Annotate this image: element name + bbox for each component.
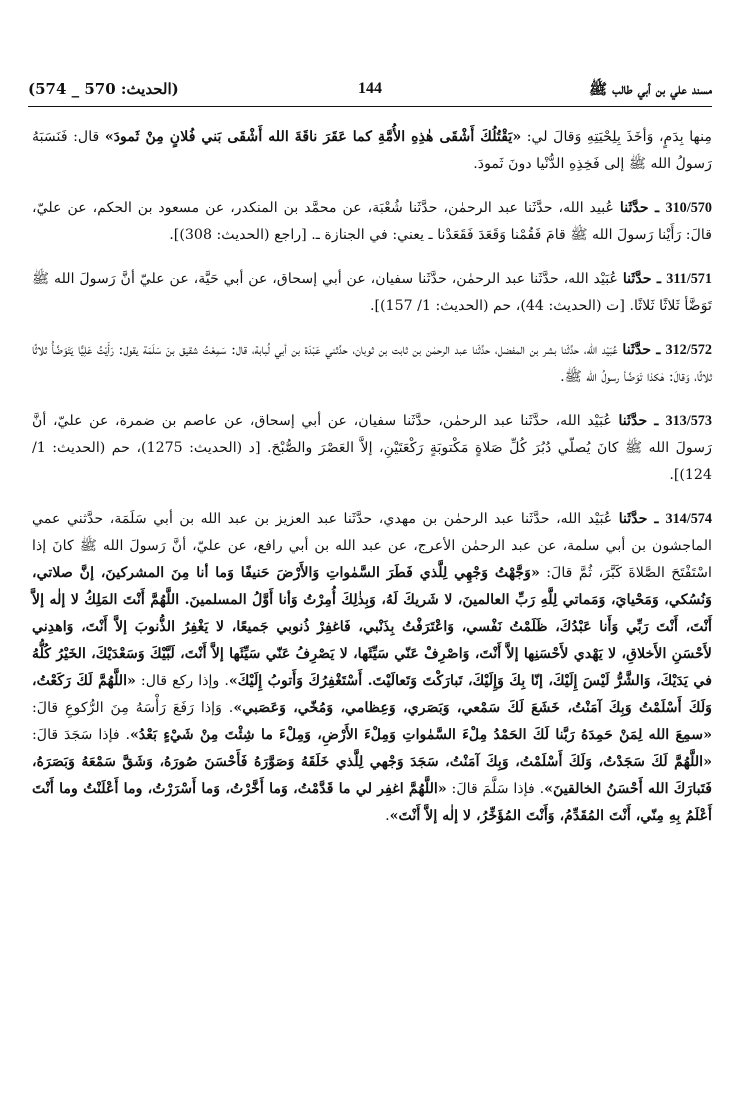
continued-paragraph — [32, 124, 712, 178]
hadith-paragraph — [32, 506, 712, 830]
hadith-number: 314/574 — [665, 511, 712, 527]
page-body — [32, 124, 712, 830]
prophetic-quote: «سمِعَ الله لِمَنْ حَمِدَهُ رَبَّنا لَكَ الحَمْدُ مِلْءَ السَّمٰواتِ وَمِلْءَ الأَرْضِ، وَمِلْءَ ما شِئْتَ مِنْ شَيْءٍ بَعْدُ» — [130, 727, 712, 743]
prophetic-quote: «اللَّهُمَّ لَكَ سَجَدْتُ، وَلَكَ أَسْلَمْتُ، وَبِكَ آمَنْتُ، سَجَدَ وَجْهي لِلَّذي خَلَقَهُ وَصَوَّرَهُ فَأَحْسَنَ صُورَهُ، وَشَقَّ سَمْعَهُ وَبَصَرَهُ، فَتَبارَكَ الله أَحْسَنُ الخالقينَ» — [32, 754, 712, 797]
narration-opening: ـ حدَّثَنا — [619, 200, 666, 216]
paragraph-text: عُبَيْد الله، حدَّثَنا عبد الرحمٰن بن مهدي، حدَّثَنا عبد العزيز بن عبد الله بن أبي سَلَمَة، حدَّثني عمي الماجشون بن أبي سلمة، عن عبد الرحمٰن الأعرج، عن عبد الله بن أبي رافع، عن عليّ، أنَّ رَسولَ الله ﷺ كانَ إذا اسْتَفْتَحَ الصَّلاةَ كَبَّرَ، ثُمَّ قالَ: — [32, 511, 712, 581]
hadith-number: 310/570 — [665, 200, 712, 216]
paragraph-text: مِنها بِدَمٍ، وَأخَذَ بِلِحْيَتِهِ وَقالَ لي: — [521, 129, 712, 145]
paragraph-text: عُبَيْد الله، حدَّثَنا عبد الرحمٰن، حدَّثَنا سفيان، عن أبي إسحاق، عن أبي حَيَّة، عن عليّ أنَّ رَسولَ الله ﷺ تَوَضَّأ ثَلاثًا ثَلاثًا. [ت (الحديث: 44)، حم (الحديث: 1/ 157)]. — [32, 271, 712, 314]
narration-opening: ـ حدَّثَنا — [618, 413, 666, 429]
prophetic-quote: «وَجَّهْتُ وَجْهِي لِلَّذي فَطَرَ السَّمٰواتِ وَالأَرْضَ حَنيفًا وَما أنا مِنَ المشركينَ، إنَّ صلاتي، وَنُسُكي، وَمَحْيايَ، وَمَماتي لِلَّهِ رَبِّ العالمينَ، لا شَريكَ لَهُ، وَبِذٰلِكَ أُمِرْتُ وَأنا أَوَّلُ المسلمينَ. اللَّهُمَّ أَنْتَ المَلِكُ لا إلٰه إلاَّ أَنْتَ، أَنْتَ رَبِّي وَأَنا عَبْدُكَ، ظَلَمْتُ نَفْسي، وَاعْتَرَفْتُ بِذَنْبي، فَاغفِرْ ذُنوبي جَميعًا، لا يَغْفِرُ الذُّنوبَ إلاَّ أَنْتَ، وَاهدِني لأَحْسَنِ الأَخلاقِ، لا يَهْدي لأَحْسَنِها إلاَّ أَنْتَ، وَاصْرِفْ عَنّي سَيِّئَها، لا يَصْرِفُ عَنّي سَيِّئَها إلاَّ أَنْتَ، لَبَّيْكَ وَسَعْدَيْكَ، الخَيْرُ كُلُّهُ في يَدَيْكَ، وَالشَّرُّ لَيْسَ إِلَيْكَ، إنّا بِكَ وَإِلَيْكَ، تَبارَكْتَ وَتَعالَيْتَ. أَسْتَغْفِرُكَ وَأَتوبُ إِلَيْكَ» — [32, 565, 712, 689]
paragraph-text: . وَإذا رَفَعَ رَأْسَهُ مِنَ الرُّكوعِ قالَ: — [32, 700, 234, 716]
paragraph-text: . فإذا سَلَّمَ قالَ: — [446, 781, 545, 797]
narration-opening: ـ حدَّثَنا — [622, 271, 667, 287]
hadith-number: 313/573 — [665, 413, 712, 429]
prophetic-quote: «يَقْتُلُكَ أَشْقَى هٰذِهِ الأُمَّةِ كما عَقَرَ ناقَةَ الله أَشْقَى بَني فُلانٍ مِنْ ثَمودَ» — [104, 129, 522, 145]
page-header — [28, 76, 712, 107]
prophetic-quote: «اللَّهُمَّ لَكَ رَكَعْتُ، وَلَكَ أَسْلَمْتُ وَبِكَ آمَنْتُ، خَشَعَ لَكَ سَمْعي، وَبَصَري، وَعِظامي، وَمُخّي، وَعَصَبي» — [32, 673, 713, 716]
paragraph-text: عُبيد الله، حدَّثَنا عبد الرحمٰن، حدَّثَنا شُعْبَة، عن محمَّد بن المنكدر، عن مسعود بن الحكم، عن عليّ، قالَ: رَأَيْنا رَسولَ الله ﷺ قامَ فَقُمْنا وَقَعَدَ فَقَعَدْنا ـ يعني: في الجنازة ـ. [راجع (الحديث: 308)]. — [32, 200, 712, 243]
paragraph-text: . — [385, 808, 390, 824]
page-number: 144 — [358, 80, 382, 97]
hadith-paragraph — [32, 408, 712, 489]
prophetic-quote: «اللَّهُمَّ اغفِر لي ما قَدَّمْتُ، وَما أَخَّرْتُ، وَما أَسْرَرْتُ، وما أَعْلَنْتُ وما أَنْتَ أَعْلَمُ بِهِ مِنّي، أَنْتَ المُقَدِّمُ، وَأَنْتَ المُؤَخِّرُ، لا إلٰه إلاَّ أَنْتَ» — [32, 781, 712, 824]
paragraph-text: عُبَيْد الله، حدَّثَنا بشر بن المفضل، حدَّثَنا عبد الرحمٰن بن ثابت بن ثوبان، حدَّثني عَبْدَة بن أبي لُبابة، قال: سَمِعْتُ شقيق بنَ سَلَمَة يقول: رَأَيْتُ عَلِيًّا يَتَوَضَّأُ ثلاثًا ثلاثًا، وَقالَ: هٰكذا تَوَضَّأ رسولُ الله ﷺ. — [32, 342, 712, 385]
hadith-number: 311/571 — [666, 271, 712, 287]
paragraph-text: . وإذا ركع قال: — [135, 673, 229, 689]
hadith-range: (الحديث: 570 _ 574) — [28, 80, 179, 98]
hadith-paragraph — [32, 195, 712, 249]
hadith-paragraph — [32, 337, 712, 391]
book-title: مسند علي بن أبي طالب ﷺ — [588, 80, 712, 98]
hadith-paragraph — [32, 266, 712, 320]
paragraph-text: . فإذا سَجَدَ قالَ: — [32, 727, 131, 743]
paragraph-text: عُبَيْد الله، حدَّثَنا عبد الرحمٰن، حدَّثَنا سفيان، عن أبي إسحاق، عن عاصم بن ضمرة، عن عليّ، أنَّ رَسولَ الله ﷺ كانَ يُصلّي دُبُرَ كُلِّ صَلاةٍ مَكْتوبَةٍ رَكْعَتَيْنِ، إلاَّ العَصْرَ والصُّبْحَ. [د (الحديث: 1275)، حم (الحديث: 1/ 124)]. — [32, 413, 712, 483]
paragraph-text: قال: فَنَسَبَهُ رَسولُ الله ﷺ إلى فَخِذِهِ الدُّنْيا دونَ ثَمودَ. — [32, 129, 712, 172]
narration-opening: ـ حدَّثَنا — [622, 342, 666, 358]
hadith-number: 312/572 — [665, 342, 712, 358]
narration-opening: ـ حدَّثَنا — [618, 511, 666, 527]
